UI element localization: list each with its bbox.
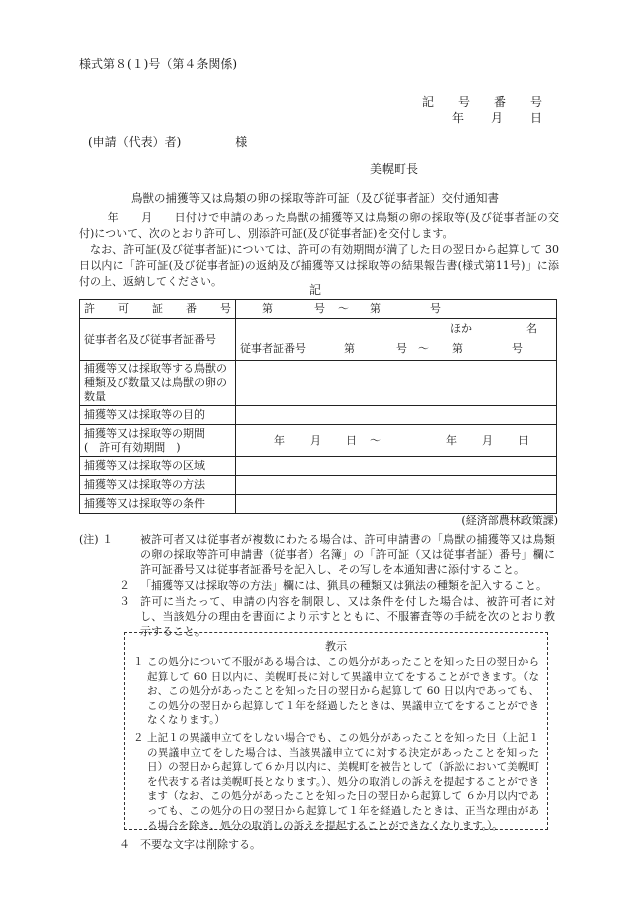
instruction-title: 教示 [325, 640, 347, 653]
body-paragraph-2: なお、許可証(及び従事者証)については、許可の有効期間が満了した日の翌日から起算して 30 日以内に「許可証(及び従事者証)の返納及び捕獲等又は採取等の結果報告書(様式第11号)」に添付の上、返納してください。 [79, 243, 559, 288]
table-row [80, 425, 557, 457]
issue-number-ban: 番 [493, 95, 506, 109]
label-char: 許 [84, 302, 95, 316]
value-part: 従事者証番号 [240, 342, 306, 355]
ki-heading: 記 [308, 283, 321, 297]
value-part: 第 [262, 302, 273, 316]
body-paragraph-1: 年 月 日付けで申請のあった鳥獣の捕獲等又は鳥類の卵の採取等(及び従事者証の交付)について、次のとおり許可し、別添許可証(及び従事者証)を交付します。 [79, 211, 559, 240]
instruction-box [124, 632, 548, 830]
species-value [236, 361, 557, 406]
permit-table [79, 299, 557, 514]
note-2: 「捕獲等又は採取等の方法」欄には、猟具の種類又は猟法の種類を記入すること。 [140, 579, 547, 592]
instruction-item-2: 上記１の異議申立てをしない場合でも、この処分があったことを知った日（上記１の異議申立てをした場合は、当該異議申立てに対する決定があったことを知った日）の翌日から起算して６か月以内に、美幌町を被告として（訴訟において美幌町を代表する者は美幌町長となります。）、処分の取消しの訴えを提起することができます（なお、この処分があったことを知った日の翌日から起算して ６か月以内であっても、この処分の日の翌日から起算して１年を経過したときは、正当な理由がある場合を除き、処分の取消しの訴えを提起することができなくなります。）。 [147, 732, 539, 832]
value-part: ～ [370, 433, 381, 447]
value-part: 号 [314, 302, 325, 316]
value-part: ～ [338, 302, 349, 316]
value-part: 日 [518, 433, 529, 447]
form-number: 様式第８(１)号（第４条関係) [79, 57, 238, 71]
issue-date-month: 月 [490, 111, 503, 125]
value-part: 号 [396, 342, 407, 355]
instruction-item-1: この処分について不服がある場合は、この処分があったことを知った日の翌日から起算して 60 日以内に、美幌町長に対して異議申立てをすることができます。（なお、この処分があったことを知った日の翌日から起算して 60 日以内であっても、この処分の翌日から起算して１年を経過したときは、異議申立てをすることができなくなります。） [147, 656, 539, 727]
permit-number-label [80, 300, 236, 319]
label-char: 番 [186, 302, 197, 316]
label-char: 可 [118, 302, 129, 316]
issue-date-year: 年 [452, 111, 465, 125]
worker-label: 従事者名及び従事者証番号 [80, 319, 236, 361]
period-value [236, 425, 557, 457]
document-title: 鳥獣の捕獲等又は鳥類の卵の採取等許可証（及び従事者証）交付通知書 [131, 191, 499, 205]
value-part: 月 [310, 433, 321, 447]
method-label: 捕獲等又は採取等の方法 [80, 476, 236, 495]
issue-date-row [452, 110, 542, 127]
instruction-item-2-number: ２ [133, 732, 144, 744]
note-1: 被許可者又は従事者が複数にわたる場合は、許可申請書の「鳥獣の捕獲等又は鳥類の卵の採取等許可申請書（従事者）名簿」の「許可証（又は従事者証）番号」欄に許可証番号又は従事者証番号を記入し、その写しを本通知書に添付すること。 [140, 533, 555, 576]
period-label-line-1: 捕獲等又は採取等の期間 [84, 426, 205, 440]
period-label-line-2: ( 許可有効期間 ) [84, 440, 181, 454]
note-3-number: ３ [119, 595, 130, 608]
worker-mei: 名 [526, 322, 537, 335]
instruction-item-1-number: １ [133, 656, 144, 668]
value-part: 第 [370, 302, 381, 316]
note-4-number: ４ [119, 838, 130, 851]
permit-number-value [236, 300, 557, 319]
label-char: 号 [220, 302, 231, 316]
value-part: ～ [418, 342, 429, 355]
note-2-number: ２ [119, 579, 130, 592]
issue-number-gou2: 号 [529, 95, 542, 109]
issue-number-ki: 記 [422, 95, 435, 109]
period-label [80, 425, 236, 457]
issue-number-row [422, 94, 542, 111]
applicant-suffix: 様 [235, 135, 248, 149]
department-note: (経済部農林政策課) [461, 514, 558, 527]
method-value [236, 476, 557, 495]
label-char: 証 [152, 302, 163, 316]
purpose-label: 捕獲等又は採取等の目的 [80, 406, 236, 425]
area-label: 捕獲等又は採取等の区域 [80, 457, 236, 476]
value-part: 号 [512, 342, 523, 355]
area-value [236, 457, 557, 476]
issuer: 美幌町長 [370, 162, 419, 176]
value-part: 年 [446, 433, 457, 447]
note-1-number: (注) １ [79, 533, 114, 546]
applicant-label: (申請（代表）者) [88, 135, 182, 149]
table-row [80, 495, 557, 514]
worker-number-range [240, 341, 523, 357]
issue-date-day: 日 [529, 111, 542, 125]
species-label: 捕獲等又は採取等する鳥獣の種類及び数量又は鳥獣の卵の数量 [80, 361, 236, 406]
purpose-value [236, 406, 557, 425]
value-part: 日 [346, 433, 357, 447]
applicant-line [88, 134, 247, 151]
table-row [80, 406, 557, 425]
note-4: 不要な文字は削除する。 [140, 838, 261, 851]
worker-value [236, 319, 557, 361]
table-row [80, 457, 557, 476]
table-row [80, 476, 557, 495]
issue-number-gou: 号 [457, 95, 470, 109]
value-part: 号 [430, 302, 441, 316]
conditions-label: 捕獲等又は採取等の条件 [80, 495, 236, 514]
conditions-value [236, 495, 557, 514]
value-part: 月 [482, 433, 493, 447]
table-row [80, 300, 557, 319]
table-row [80, 361, 557, 406]
table-row [80, 319, 557, 361]
value-part: 第 [344, 342, 355, 355]
value-part: 年 [274, 433, 285, 447]
note-3: 許可に当たって、申請の内容を制限し、又は条件を付した場合は、被許可者に対し、当該処分の理由を書面により示すとともに、不服審査等の手続を次のとおり教示すること。 [140, 595, 555, 638]
worker-hoka: ほか [450, 322, 472, 335]
value-part: 第 [452, 342, 463, 355]
